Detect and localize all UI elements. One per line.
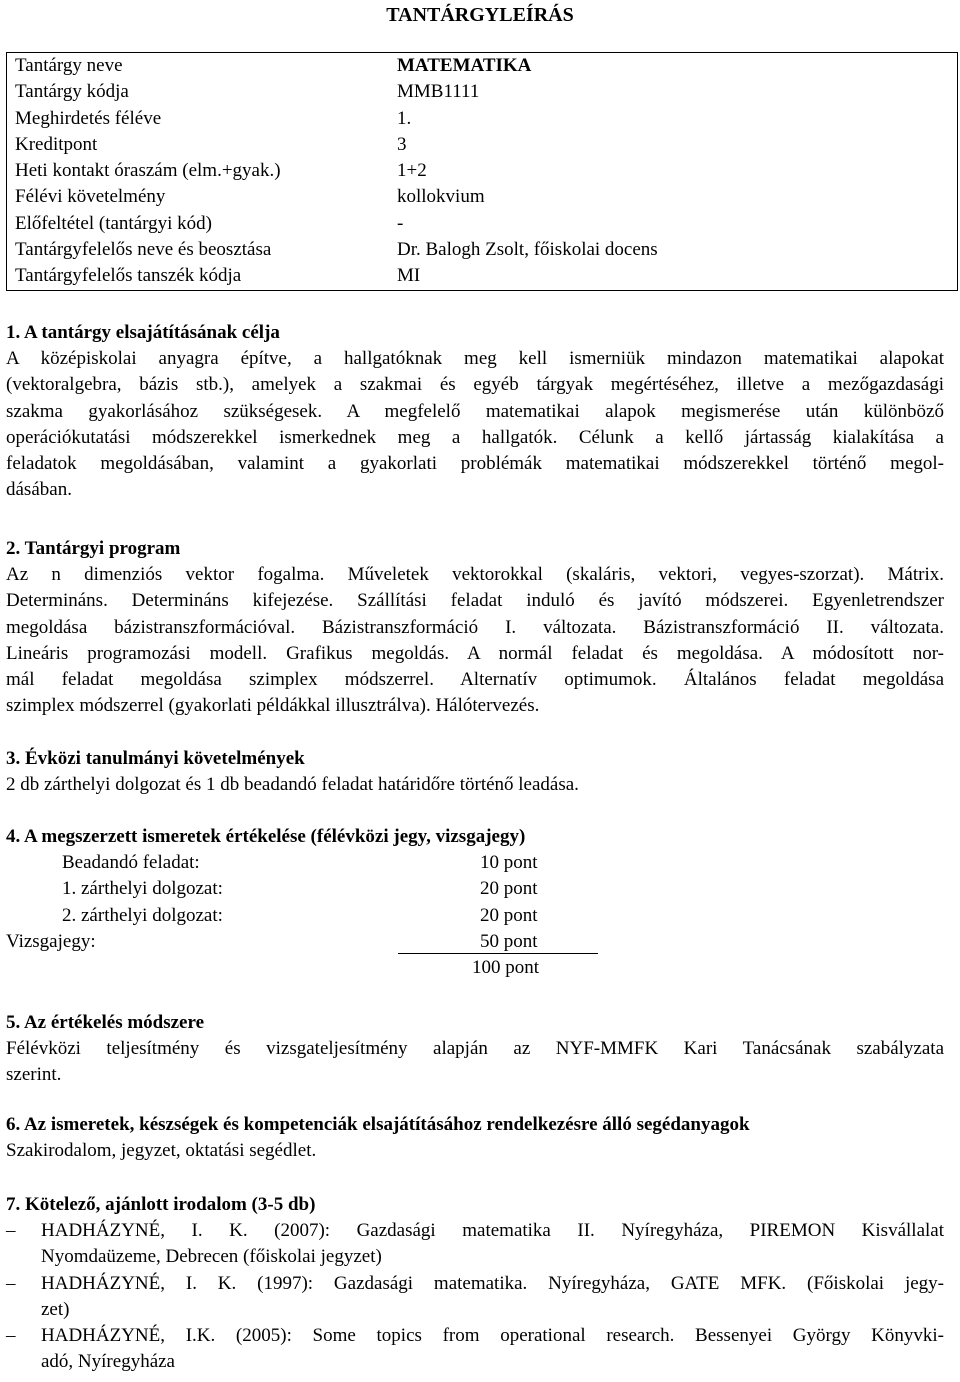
- row-value: 1+2: [397, 160, 427, 182]
- row-label: Tantárgy kódja: [15, 81, 129, 103]
- section-heading: 6. Az ismeretek, készségek és kompetenciák elsajátításához rendelkezésre álló segédanyagok: [6, 1114, 750, 1135]
- score-value-underlined: [398, 929, 598, 954]
- score-label: Beadandó feladat:: [62, 852, 200, 874]
- paragraph-line: Szakirodalom, jegyzet, oktatási segédlet.: [6, 1140, 317, 1162]
- section-heading: 4. A megszerzett ismeretek értékelése (félévközi jegy, vizsgajegy): [6, 826, 526, 847]
- dash-bullet: –: [6, 1272, 16, 1294]
- row-value: MMB1111: [397, 81, 480, 103]
- section-literature: [6, 1192, 944, 1375]
- score-value: 20 pont: [480, 904, 538, 926]
- table-row: [7, 211, 958, 237]
- reference-line: HADHÁZYNÉ, I.K. (2005): Some topics from operational research. Bessenyei György Könyvki-: [41, 1324, 944, 1346]
- course-info-table: [6, 52, 958, 291]
- score-value: 50 pont: [480, 930, 538, 952]
- score-label: 1. zárthelyi dolgozat:: [62, 878, 223, 900]
- list-item: [6, 1271, 944, 1323]
- score-total: 100 pont: [472, 956, 540, 978]
- paragraph-line: Determináns. Determináns kifejezése. Szállítási feladat induló és javító módszerei. Egyenletrendszer: [6, 590, 944, 612]
- row-label: Heti kontakt óraszám (elm.+gyak.): [15, 160, 281, 182]
- row-value: MATEMATIKA: [397, 55, 532, 76]
- dash-bullet: –: [6, 1220, 16, 1242]
- reference-line: HADHÁZYNÉ, I. K. (1997): Gazdasági matematika. Nyíregyháza, GATE MFK. (Főiskolai jegy-: [41, 1272, 944, 1294]
- paragraph-line: 2 db zárthelyi dolgozat és 1 db beadandó feladat határidőre történő leadása.: [6, 774, 579, 796]
- dash-bullet: –: [6, 1324, 16, 1346]
- score-row: [6, 903, 944, 929]
- section-evaluation: [6, 824, 944, 981]
- paragraph-line: dásában.: [6, 479, 72, 501]
- list-item: [6, 1218, 944, 1270]
- table-row: [7, 106, 958, 132]
- score-row: [6, 850, 944, 876]
- row-value: 1.: [397, 107, 412, 129]
- section-heading: 2. Tantárgyi program: [6, 538, 181, 559]
- row-value: Dr. Balogh Zsolt, főiskolai docens: [397, 239, 658, 261]
- paragraph-line: operációkutatási módszerekkel ismerkednek meg a hallgatók. Célunk a kellő jártasság kialakítása a: [6, 426, 944, 448]
- row-label: Tantárgyfelelős neve és beosztása: [15, 239, 272, 261]
- table-row: [7, 184, 958, 210]
- paragraph-line: A középiskolai anyagra építve, a hallgatóknak meg kell ismerniük mindazon matematikai alapokat: [6, 348, 944, 370]
- table-row: [7, 263, 958, 290]
- table-row: [7, 237, 958, 263]
- section-requirements: [6, 746, 944, 798]
- row-label: Tantárgyfelelős tanszék kódja: [15, 265, 242, 287]
- score-row: [6, 929, 944, 955]
- paragraph-line: szerint.: [6, 1064, 62, 1086]
- table-row: [7, 158, 958, 184]
- paragraph-line: (vektoralgebra, bázis stb.), amelyek a szakmai és egyéb tárgyak megértéséhez, illetve a mezőgazdasági: [6, 374, 944, 396]
- section-goal: [6, 320, 944, 503]
- row-value: MI: [397, 265, 421, 287]
- score-label: 2. zárthelyi dolgozat:: [62, 904, 223, 926]
- row-value: -: [397, 212, 404, 234]
- reference-line: HADHÁZYNÉ, I. K. (2007): Gazdasági matematika II. Nyíregyháza, PIREMON Kisvállalat: [41, 1220, 944, 1242]
- paragraph-line: szakma gyakorlásához szükségesek. A megfelelő matematikai alapok megismerése után különböző: [6, 400, 944, 422]
- row-label: Előfeltétel (tantárgyi kód): [15, 212, 212, 234]
- reference-line: adó, Nyíregyháza: [41, 1351, 175, 1373]
- section-materials: [6, 1112, 944, 1164]
- section-heading: 1. A tantárgy elsajátításának célja: [6, 322, 280, 343]
- table-row: [7, 132, 958, 158]
- paragraph-line: Lineáris programozási modell. Grafikus megoldás. A normál feladat és megoldása. A módosított nor-: [6, 642, 944, 664]
- row-value: 3: [397, 133, 407, 155]
- section-heading: 7. Kötelező, ajánlott irodalom (3-5 db): [6, 1194, 316, 1215]
- row-label: Meghirdetés féléve: [15, 107, 162, 129]
- reference-line: zet): [41, 1298, 70, 1320]
- reference-line: Nyomdaüzeme, Debrecen (főiskolai jegyzet): [41, 1246, 382, 1268]
- table-row: [7, 79, 958, 105]
- row-label: Tantárgy neve: [15, 55, 123, 76]
- paragraph-line: Félévközi teljesítmény és vizsgateljesítmény alapján az NYF-MMFK Kari Tanácsának szabályzata: [6, 1038, 944, 1060]
- list-item: [6, 1323, 944, 1375]
- paragraph-line: feladatok megoldásában, valamint a gyakorlati problémák matematikai módszerekkel történő megol-: [6, 452, 944, 474]
- paragraph-line: megoldása bázistranszformációval. Bázistranszformáció I. változata. Bázistranszformáció II. változata.: [6, 616, 944, 638]
- score-label: Vizsgajegy:: [6, 930, 96, 952]
- paragraph-line: szimplex módszerrel (gyakorlati példákkal illusztrálva). Hálótervezés.: [6, 695, 540, 717]
- row-label: Félévi követelmény: [15, 186, 166, 208]
- table-row: [7, 53, 958, 80]
- section-program: [6, 536, 944, 719]
- section-method: [6, 1010, 944, 1089]
- section-heading: 5. Az értékelés módszere: [6, 1012, 205, 1033]
- score-value: 20 pont: [480, 878, 538, 900]
- score-row: [6, 876, 944, 902]
- section-heading: 3. Évközi tanulmányi követelmények: [6, 748, 305, 769]
- reference-list: [6, 1218, 944, 1375]
- paragraph-line: Az n dimenziós vektor fogalma. Műveletek vektorokkal (skaláris, vektori, vegyes-szorzat). Mátrix.: [6, 564, 944, 586]
- score-value: 10 pont: [480, 852, 538, 874]
- score-total-row: [6, 955, 944, 981]
- row-value: kollokvium: [397, 186, 485, 208]
- row-label: Kreditpont: [15, 133, 98, 155]
- paragraph-line: mál feladat megoldása szimplex módszerrel. Alternatív optimumok. Általános feladat megoldása: [6, 668, 944, 690]
- document-title: TANTÁRGYLEÍRÁS: [386, 4, 574, 26]
